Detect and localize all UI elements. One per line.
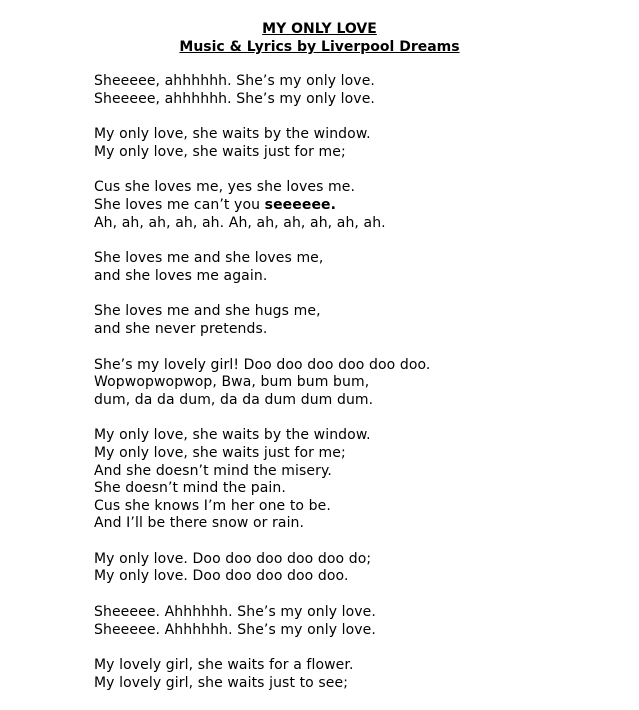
lyric-line: My only love, she waits just for me; xyxy=(94,143,346,160)
stanza-3 xyxy=(94,179,614,232)
song-title: MY ONLY LOVE xyxy=(262,21,377,37)
stanza-7 xyxy=(94,427,614,533)
lyric-line: dum, da da dum, da da dum dum dum. xyxy=(94,391,374,408)
stanza-4 xyxy=(94,250,614,285)
stanza-9 xyxy=(94,604,614,639)
lyric-line: Wopwopwopwop, Bwa, bum bum bum, xyxy=(94,374,370,391)
lyric-line: She loves me and she hugs me, xyxy=(94,303,321,320)
lyric-line: And she doesn’t mind the misery. xyxy=(94,462,332,479)
lyric-line: And I’ll be there snow or rain. xyxy=(94,515,305,532)
lyric-line-mixed xyxy=(94,197,614,215)
lyric-line: Sheeeee. Ahhhhhh. She’s my only love. xyxy=(94,604,376,621)
lyrics-body xyxy=(94,73,614,710)
lyric-line: Sheeeee. Ahhhhhh. She’s my only love. xyxy=(94,621,376,638)
stanza-5 xyxy=(94,303,614,338)
lyric-line: My only love, she waits just for me; xyxy=(94,444,346,461)
lyric-line: and she loves me again. xyxy=(94,267,268,284)
lyric-line: Ah, ah, ah, ah, ah. Ah, ah, ah, ah, ah, ah. xyxy=(94,214,386,231)
lyric-line: My lovely girl, she waits just to see; xyxy=(94,674,349,691)
lyric-line: My only love. Doo doo doo doo doo. xyxy=(94,568,349,585)
lyric-bold-text: seeeeee. xyxy=(264,196,337,213)
title-block xyxy=(0,20,639,56)
lyric-line: She loves me and she loves me, xyxy=(94,250,324,267)
lyric-line: Cus she loves me, yes she loves me. xyxy=(94,179,356,196)
lyric-line: Sheeeee, ahhhhhh. She’s my only love. xyxy=(94,90,375,107)
lyric-text: She loves me can’t you xyxy=(94,196,265,213)
lyric-line: She’s my lovely girl! Doo doo doo doo doo doo. xyxy=(94,356,431,373)
stanza-6 xyxy=(94,357,614,410)
lyric-line: Cus she knows I’m her one to be. xyxy=(94,497,331,514)
stanza-2 xyxy=(94,126,614,161)
stanza-8 xyxy=(94,551,614,586)
song-credits: Music & Lyrics by Liverpool Dreams xyxy=(179,39,460,55)
lyric-line: She doesn’t mind the pain. xyxy=(94,480,286,497)
stanza-10 xyxy=(94,657,614,692)
lyric-line: Sheeeee, ahhhhhh. She’s my only love. xyxy=(94,73,375,89)
lyric-line: and she never pretends. xyxy=(94,320,268,337)
lyric-line: My only love, she waits by the window. xyxy=(94,126,371,143)
lyric-line: My only love. Doo doo doo doo doo do; xyxy=(94,550,372,567)
stanza-1 xyxy=(94,73,614,108)
lyric-line: My only love, she waits by the window. xyxy=(94,427,371,444)
lyric-line: My lovely girl, she waits for a flower. xyxy=(94,657,354,674)
